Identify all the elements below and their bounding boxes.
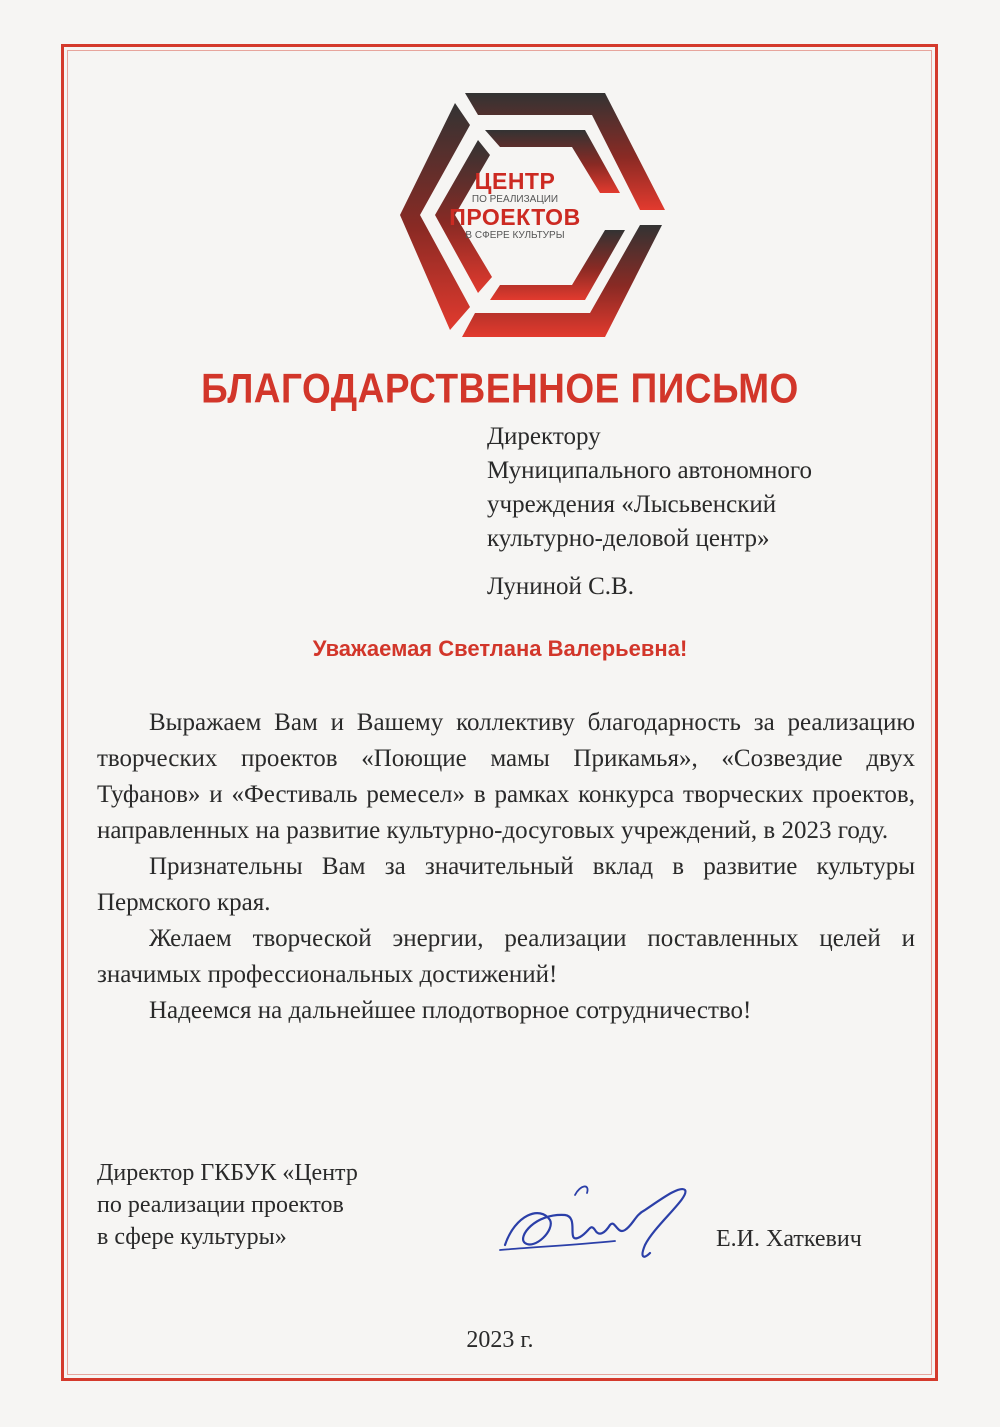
body-paragraph: Признательны Вам за значительный вклад в развитие культуры Пермского края. bbox=[97, 853, 915, 916]
addressee-line: Директору bbox=[487, 423, 601, 450]
logo-line3: ПРОЕКТОВ bbox=[449, 204, 581, 230]
logo-text bbox=[445, 170, 585, 242]
logo-line2: ПО РЕАЛИЗАЦИИ bbox=[471, 194, 559, 205]
logo-line1: ЦЕНТР bbox=[474, 168, 556, 194]
addressee-line: Муниципального автономного bbox=[487, 457, 813, 484]
letter-body bbox=[97, 705, 915, 1029]
addressee-line: учреждения «Лысьвенский bbox=[487, 491, 777, 518]
logo-line4: В СФЕРЕ КУЛЬТУРЫ bbox=[465, 230, 565, 241]
signer-position-line: в сфере культуры» bbox=[97, 1224, 287, 1250]
body-paragraph: Желаем творческой энергии, реализации поставленных целей и значимых профессиональных достижений! bbox=[97, 925, 915, 988]
greeting: Уважаемая Светлана Валерьевна! bbox=[312, 636, 688, 661]
handwritten-signature bbox=[495, 1175, 695, 1270]
addressee-line: культурно-деловой центр» bbox=[487, 525, 770, 552]
signer-position-line: Директор ГКБУК «Центр bbox=[97, 1160, 358, 1186]
signer-position bbox=[97, 1157, 358, 1253]
body-paragraph: Надеемся на дальнейшее плодотворное сотрудничество! bbox=[149, 997, 752, 1024]
addressee-name: Луниной С.В. bbox=[487, 573, 634, 600]
signer-position-line: по реализации проектов bbox=[97, 1192, 344, 1218]
body-paragraph: Выражаем Вам и Вашему коллективу благодарность за реализацию творческих проектов «Поющие мамы Прикамья», «Созвездие двух Туфанов» и «Фестиваль ремесел» в рамках конкурса творческих проектов, направленных на развитие культурно-досуговых учреждений, в 2023 году. bbox=[97, 709, 915, 844]
signer-name: Е.И. Хаткевич bbox=[716, 1226, 862, 1252]
document-title: БЛАГОДАРСТВЕННОЕ ПИСЬМО bbox=[201, 365, 799, 412]
document-year: 2023 г. bbox=[466, 1327, 534, 1353]
addressee-block bbox=[487, 420, 812, 604]
